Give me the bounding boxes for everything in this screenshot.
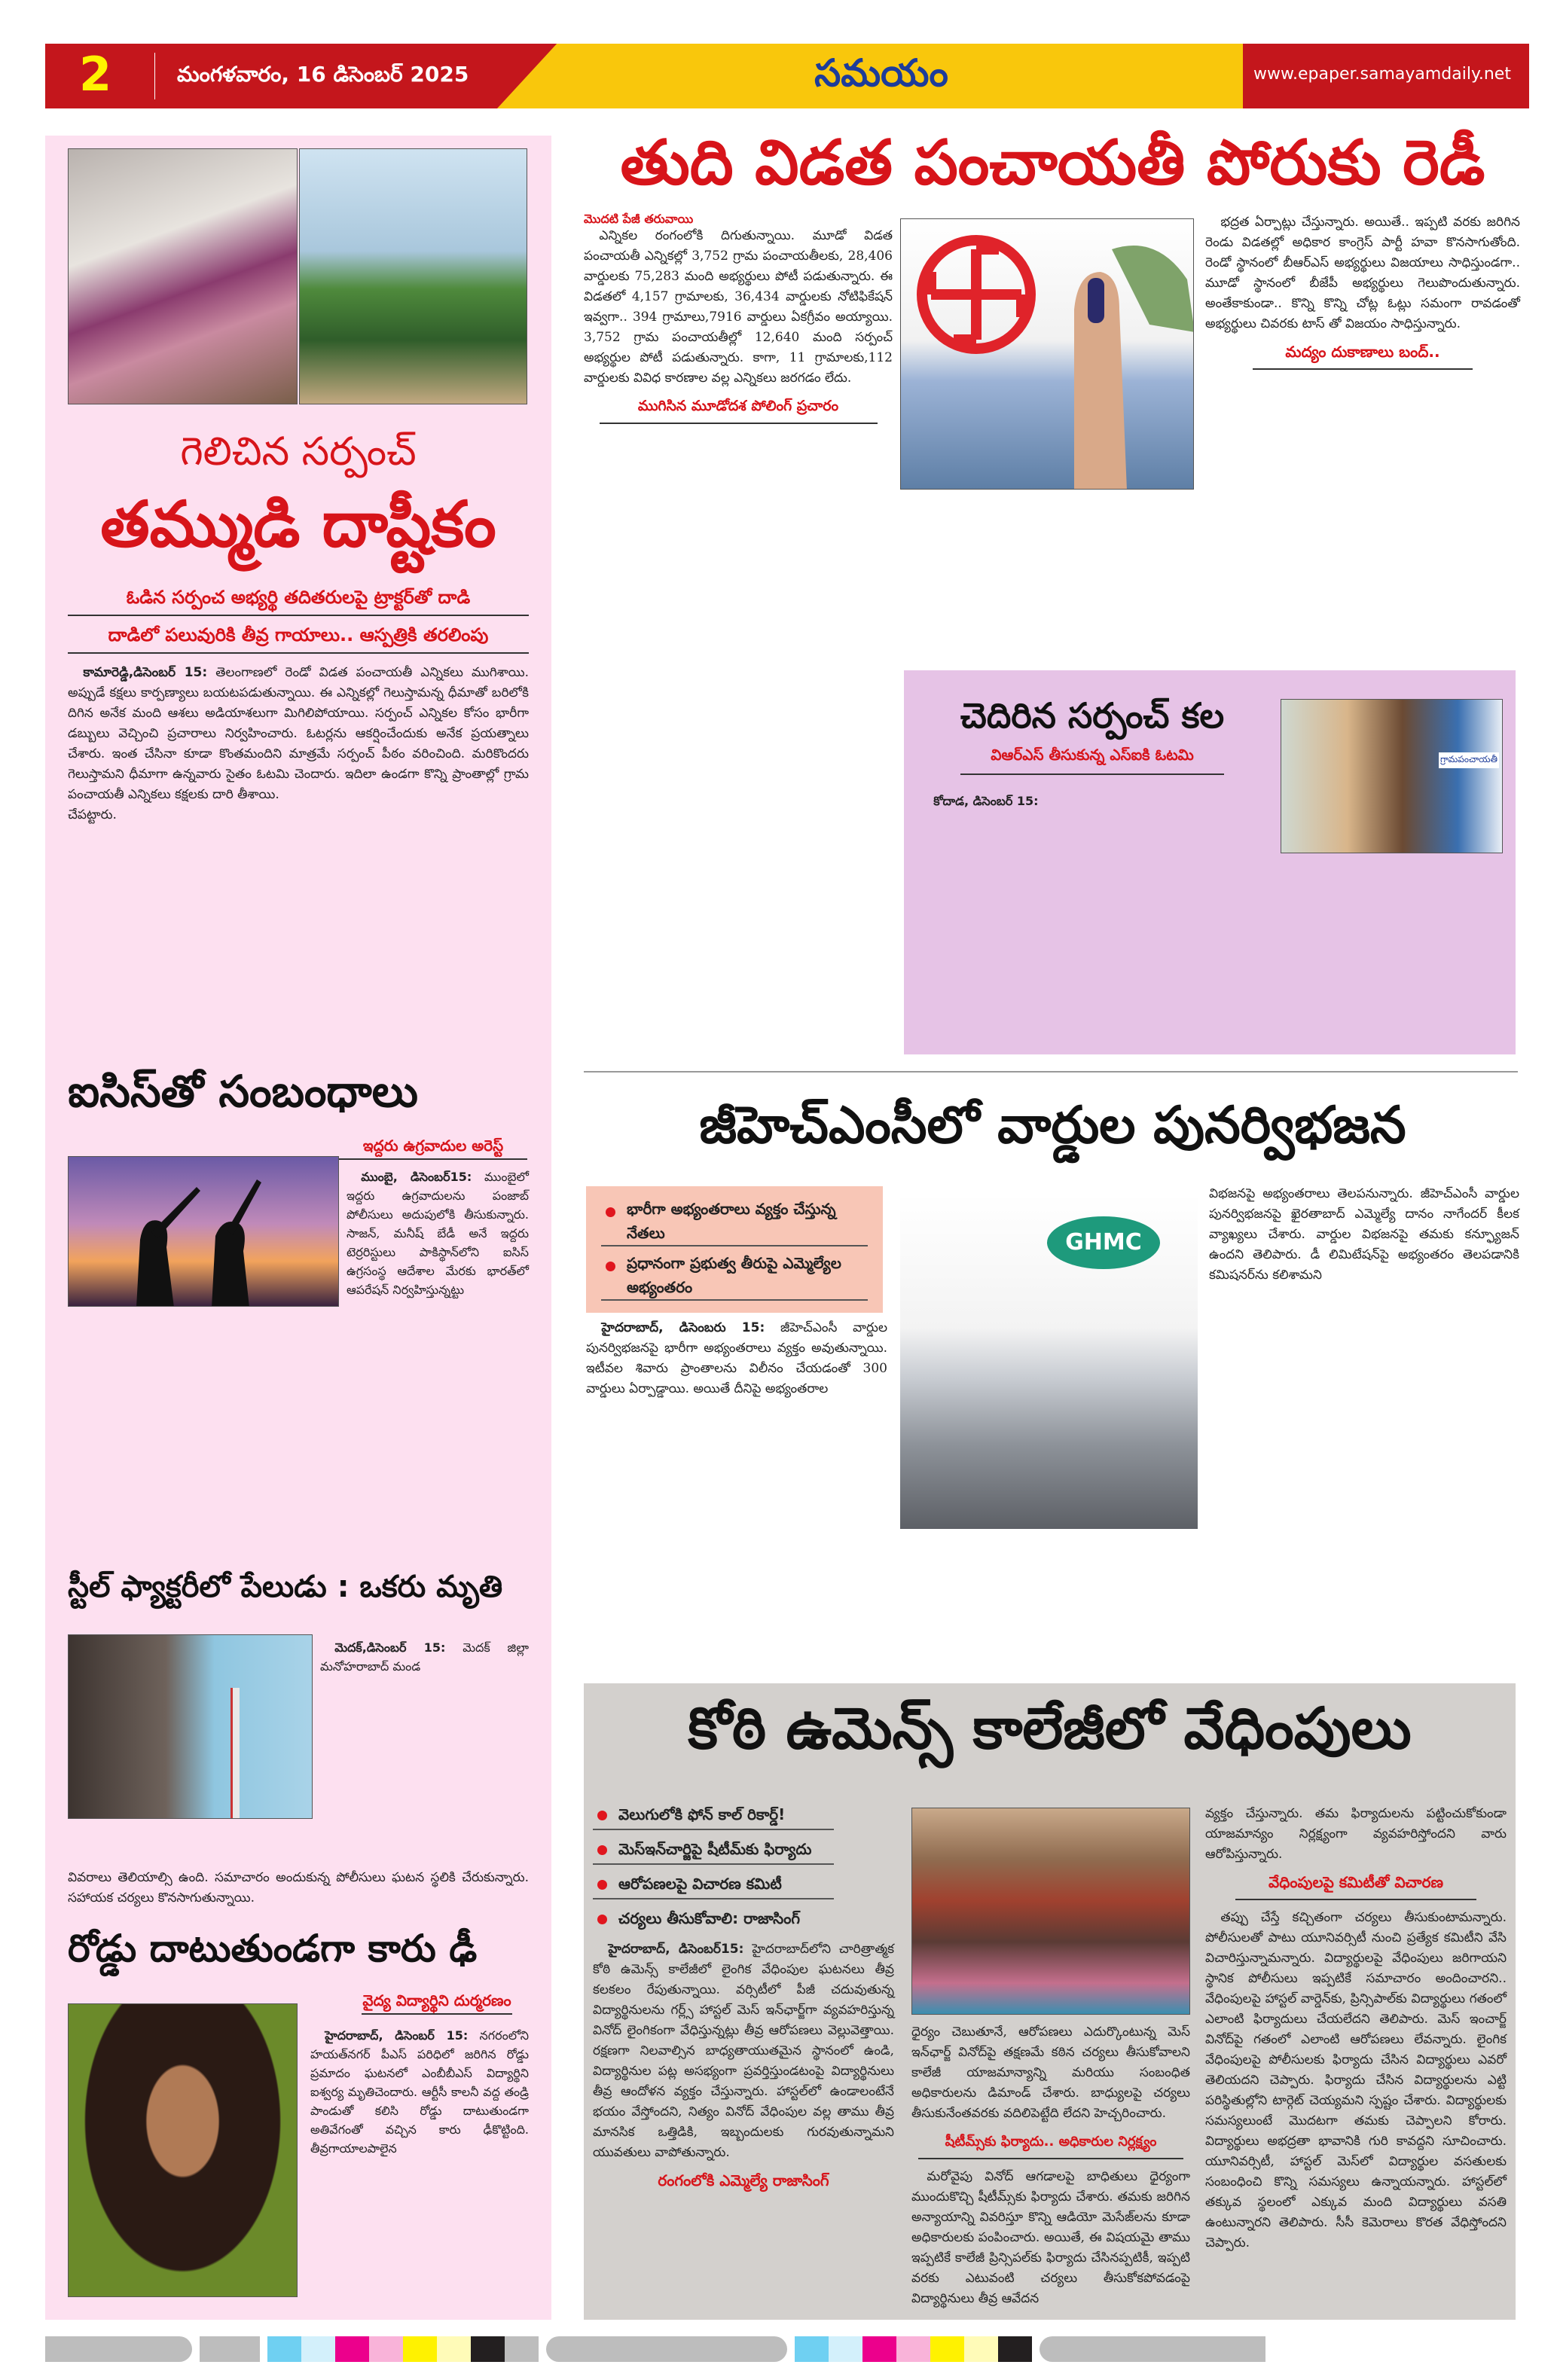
students-protest-photo — [911, 1808, 1190, 2015]
story-end: చేపట్టారు. — [68, 807, 117, 822]
college-subhead-rajasingh: రంగంలోకి ఎమ్మెల్యే రాజాసింగ్ — [658, 2171, 829, 2189]
ghmc-building-photo — [900, 1194, 1198, 1529]
isis-body: ముంబై, డిసెంబర్15: ముంబైలో ఇద్దరు ఉగ్రవాదులను పంజాబ్ పోలీసులు అదుపులోకి తీసుకున్నారు. సాజన్, మనీష్ బేడీ అనే ఇద్దరు టెర్రరిస్టులు పాకిస్థాన్‌లోని ఐసిస్ ఉగ్రసంస్థ ఆదేశాల మేరకు భారత్‌లో ఆపరేషన్ నిర్వహిస్తున్నట్టు — [347, 1170, 529, 1297]
college-subhead-sheteams: షీటీమ్స్‌కు ఫిర్యాదు.. అధికారుల నిర్లక్ష్యం — [918, 2131, 1183, 2159]
dateline: కామారెడ్డి,డిసెంబర్ 15: — [83, 665, 208, 680]
college-bullet: వెలుగులోకి ఫోన్ కాల్ రికార్డ్! — [593, 1800, 834, 1830]
college-col-2: ధైర్యం చెబుతూనే, ఆరోపణలు ఎదుర్కొంటున్న మెస్ ఇన్‌ఛార్జ్ వినోద్‌పై తక్షణమే కఠిన చర్యలు తీసుకోవాలని కాలేజీ యాజమాన్యాన్ని మరియు సంబంధిత అధికారులను డిమాండ్ చేశారు. బాధ్యులపై చర్యలు తీసుకునేంతవరకు వదిలిపెట్టేది లేదని హెచ్చరించారు. షీటీమ్స్‌కు ఫిర్యాదు.. అధికారుల నిర్లక్ష్యం మరోవైపు వినోద్ ఆగడాలపై బాధితులు ధైర్యంగా ముందుకొచ్చి షీటీమ్స్‌కు ఫిర్యాదు చేశారు. తమకు జరిగిన అన్యాయాన్ని వివరిస్తూ కొన్ని ఆడియో మెసేజ్‌లను కూడా అధికారులకు పంపించారు. అయితే, ఈ విషయమై తాము ఇప్పటికే కాలేజీ ప్రిన్సిపల్‌కు ఫిర్యాదు చేసినప్పటికీ, ఇప్పటి వరకు ఎటువంటి చర్యలు తీసుకోకపోవడంపై విద్యార్థినులు తీవ్ర ఆవేదన — [911, 2025, 1190, 2306]
page-number: 2 — [79, 47, 112, 102]
section-divider — [584, 1071, 1518, 1073]
ghmc-col-3: విభజనపై అభ్యంతరాలు తెలపనున్నారు. జీహెచ్ఎంసీ వార్డుల పునర్విభజనపై ఖైరతాబాద్ ఎమ్మెల్యే దానం నాగేందర్ కీలక వ్యాఖ్యలు చేశారు. వార్డుల విభజనపై తమకు కన్ఫ్యూజన్ ఉందని తెలిపారు. డీ లిమిటేషన్‌పై అభ్యంతరం తెలపడానికి కమిషనర్‌ను కలిశామని — [1209, 1186, 1519, 1283]
car-body: హైదరాబాద్, డిసెంబర్ 15: నగరంలోని హయత్‌నగర్ పీఎస్ పరిధిలో జరిగిన రోడ్డు ప్రమాదం ఘటనలో ఎంబీబీఎస్ విద్యార్థిని ఐశ్వర్య మృతిచెందారు. ఆర్టీసీ కాలనీ వద్ద తండ్రి పాండుతో కలిసి రోడ్డు దాటుతుండగా అతివేగంతో వచ్చిన కారు ఢీకొట్టింది. తీవ్రగాయాలపాలైన — [310, 2028, 529, 2156]
college-bullet: ఆరోపణలపై విచారణ కమిటీ — [593, 1869, 834, 1899]
panchayat-sign: గ్రామపంచాయతీ — [1439, 752, 1499, 768]
election-ink-finger-photo — [900, 218, 1194, 490]
college-headline: కోఠి ఉమెన్స్ కాలేజీలో వేధింపులు — [688, 1695, 1412, 1762]
college-bullet: మెస్‌ఇన్‌చార్జిపై షీటీమ్‌కు ఫిర్యాదు — [593, 1835, 834, 1865]
victim-photo — [68, 148, 298, 404]
ghmc-bullet: ప్రధానంగా ప్రభుత్వ తీరుపై ఎమ్మెల్యేల అభ్యంతరం — [601, 1251, 868, 1301]
print-registration-bars — [45, 2336, 1522, 2362]
steel-headline: స్టీల్ ఫ్యాక్టరీలో పేలుడు : ఒకరు మృతి — [68, 1570, 503, 1604]
sarpanch-headline: చెదిరిన సర్పంచ్ కల — [960, 695, 1225, 736]
issue-date: మంగళవారం, 16 డిసెంబర్ 2025 — [177, 62, 469, 87]
car-subhead: వైద్య విద్యార్థిని దుర్మరణం — [362, 1992, 512, 2015]
main-col-1: మొదటి పేజీ తరువాయి ఎన్నికల రంగంలోకి దిగుతున్నాయి. మూడో విడత పంచాయతీ ఎన్నికల్లో 3,752 గ్రామ పంచాయతీలకు, 28,406 వార్డులకు 75,283 మంది అభ్యర్థులు పోటీ పడుతున్నారు. ఈ విడతలో 4,157 గ్రామాలకు, 36,434 వార్డులకు నోటిఫికేషన్ ఇవ్వగా.. 394 గ్రామాలు,7916 వార్డులు ఏకగ్రీవం అయ్యాయి. 3,752 గ్రామ పంచాయతీల్లో 12,640 మంది సర్పంచ్ అభ్యర్థుల పోటీ పడుతున్నారు. కాగా, 11 గ్రామాలకు,112 వార్డులకు వివిధ కారణాల వల్ల ఎన్నికలు జరగడం లేదు. ముగిసిన మూడోదశ పోలింగ్ ప్రచారం — [584, 212, 893, 432]
story-subhead-2: దాడిలో పలువురికి తీవ్ర గాయాలు.. ఆస్పత్రికి తరలింపు — [68, 625, 529, 654]
main-kicker: మొదటి పేజీ తరువాయి — [584, 212, 694, 226]
main-subhead-liquor: మద్యం దుకాణాలు బంద్.. — [1253, 342, 1473, 370]
masthead-title: సమయం — [814, 51, 948, 95]
student-portrait-photo — [68, 2003, 298, 2297]
left-column — [45, 136, 551, 2320]
story-headline: తమ్ముడి దాష్టీకం — [100, 487, 496, 561]
isis-subhead: ఇద్దరు ఉగ్రవాదుల అరెస్ట్ — [339, 1137, 527, 1160]
chimney-icon — [230, 1688, 240, 1819]
election-commission-logo-icon — [901, 219, 1194, 490]
si-portrait-photo — [1281, 699, 1503, 853]
college-story-box — [584, 1683, 1516, 2320]
ghmc-highlights-box — [586, 1186, 883, 1313]
steel-body: మెదక్,డిసెంబర్ 15: మెదక్ జిల్లా మనోహరాబాద్ మండ — [320, 1640, 529, 1674]
story-body: కామారెడ్డి,డిసెంబర్ 15: తెలంగాణలో రెండో విడత పంచాయతీ ఎన్నికలు ముగిశాయి. అప్పుడే కక్షలు కార్పణ్యాలు బయటపడుతున్నాయి. ఈ ఎన్నికల్లో గెలుస్తామన్న ధీమాతో బరిలోకి దిగిన అనేక మంది ఆశలు అడియాశలుగా మిగిలిపోయాయి. సర్పంచ్ ఎన్నికల కోసం భారీగా డబ్బులు వెచ్చించి ప్రచారాలు నిర్వహించారు. ఓటర్లను ఆకర్షించేందుకు అనేక ప్రయత్నాలు చేశారు. ఇంత చేసినా కూడా కొంతమందిని మాత్రమే సర్పంచ్ పీఠం వరించింది. మరికొందరు గెలుస్తామని ధీమాగా ఉన్నవారు సైతం ఓటమి చెందారు. ఇదిలా ఉండగా కొన్ని ప్రాంతాల్లో గ్రామ పంచాయతీ ఎన్నికలు కక్షలకు దారి తీశాయి. చేపట్టారు. — [68, 663, 529, 825]
steel-factory-smoke-photo — [68, 1634, 313, 1819]
main-subhead-campaign: ముగిసిన మూడోదశ పోలింగ్ ప్రచారం — [600, 396, 878, 424]
header-divider — [154, 53, 155, 99]
ghmc-headline: జీహెచ్ఎంసీలో వార్డుల పునర్విభజన — [699, 1096, 1406, 1155]
ghmc-col-1: హైదరాబాద్, డిసెంబరు 15: జీహెచ్ఎంసీ వార్డుల పునర్విభజనపై భారీగా అభ్యంతరాలు వ్యక్తం అవుతున్నాయి. ఇటీవల శివారు ప్రాంతాలను విలీనం చేయడంతో 300 వార్డులు ఏర్పాడ్డాయి. అయితే దీనిపై అభ్యంతరాల — [586, 1320, 887, 1396]
gunmen-silhouette-icon — [69, 1157, 339, 1307]
college-subhead-committee: వేధింపులపై కమిటీతో విచారణ — [1235, 1872, 1476, 1900]
terrorists-silhouette-photo — [68, 1156, 339, 1307]
isis-headline: ఐసిస్‌తో సంబంధాలు — [68, 1066, 418, 1117]
college-bullets — [593, 1800, 834, 1937]
ghmc-logo: GHMC — [1047, 1216, 1160, 1269]
car-accident-headline: రోడ్డు దాటుతుండగా కారు ఢీ — [68, 1927, 478, 1970]
college-col-1: హైదరాబాద్, డిసెంబర్15: హైదరాబాద్‌లోని చారిత్రాత్మక కోఠి ఉమెన్స్ కాలేజీలో లైంగిక వేధింపుల ఘటనలు తీవ్ర కలకలం రేపుతున్నాయి. వర్సిటీలో పీజీ చదువుతున్న విద్యార్థినులను గర్ల్స్ హాస్టల్ మెస్ ఇన్‌ఛార్జ్‌గా వ్యవహరిస్తున్న వినోద్ లైంగికంగా వేధిస్తున్నట్లు తీవ్ర ఆరోపణలు వెల్లువెత్తాయి. రక్షణగా నిలవాల్సిన బాధ్యతాయుతమైన స్థానంలో ఉండి, విద్యార్థినుల పట్ల అసభ్యంగా ప్రవర్తిస్తుండటంపై విద్యార్థినులు తీవ్ర ఆందోళన వ్యక్తం చేస్తున్నారు. హాస్టల్‌లో ఉండాలంటేనే భయం వేస్తోందని, నిత్యం వినోద్ వేధింపుల వల్ల తాము తీవ్ర మానసిక ఒత్తిడికి, ఇబ్బందులకు గురవుతున్నామని యువతులు వాపోతున్నారు. రంగంలోకి ఎమ్మెల్యే రాజాసింగ్ — [593, 1939, 894, 2205]
steel-body-end: వివరాలు తెలియాల్సి ఉంది. సమాచారం అందుకున్న పోలీసులు ఘటన స్థలికి చేరుకున్నారు. సహాయక చర్యలు కొనసాగుతున్నాయి. — [68, 1870, 529, 1906]
main-headline: తుది విడత పంచాయతీ పోరుకు రెడీ — [620, 127, 1485, 199]
college-bullet: చర్యలు తీసుకోవాలి: రాజాసింగ్ — [593, 1904, 834, 1933]
college-col-3: వ్యక్తం చేస్తున్నారు. తమ ఫిర్యాదులను పట్టించుకోకుండా యాజమాన్యం నిర్లక్ష్యంగా వ్యవహరిస్తోందని వారు ఆరోపిస్తున్నారు. వేధింపులపై కమిటీతో విచారణ తప్పు చేస్తే కచ్చితంగా చర్యలు తీసుకుంటామన్నారు. పోలీసులతో పాటు యూనివర్సిటీ నుంచి ప్రత్యేక కమిటీని వేసి విచారిస్తున్నామన్నారు. విద్యార్థులపై వేధింపులు జరిగాయని స్థానిక పోలీసులు ఇప్పటికే సమాచారం అందించారని.. వేధింపులపై హాస్టల్ వార్డెన్‌కు, ప్రిన్సిపాల్‌కు విద్యార్థులు గతంలో ఎలాంటి ఫిర్యాదులు చేయలేదని తెలిపారు. మెస్ ఇంచార్జ్ వినోద్‌పై గతంలో ఎలాంటి ఆరోపణలు లేవన్నారు. లైంగిక వేధింపులపై పోలీసులకు ఫిర్యాదు చేసిన విద్యార్థులు ఎవరో తెలియదని చెప్పారు. ఫిర్యాదు చేసిన విద్యార్థులను ఎట్టి పరిస్థితుల్లోని టార్గెట్ చెయ్యమని స్పష్టం చేశారు. విద్యార్థులకు సమస్యలుంటే మొదటగా తమకు చెప్పాలని కోరారు. విద్యార్థులు అభద్రతా భావానికి గురి కావద్దని సూచించారు. యూనివర్సిటీ, హాస్టల్ మెస్‌లో విద్యార్థుల వసతులకు సంబంధించి కొన్ని సమస్యలు ఉన్నాయన్నారు. హాస్టల్‌లో తక్కువ స్థలంలో ఎక్కువ మంది విద్యార్థులు వసతి ఉంటున్నారని తెలిపారు. సీసీ కెమెరాలు కొరత వేధిస్తోందని చెప్పారు. — [1205, 1806, 1507, 2250]
sarpanch-subhead: విఆర్ఎస్ తీసుకున్న ఎస్ఐకి ఓటమి — [960, 746, 1224, 775]
main-col-3: భద్రత ఏర్పాట్లు చేస్తున్నారు. అయితే.. ఇప్పటి వరకు జరిగిన రెండు విడతల్లో అధికార కాంగ్రెస్ పార్టీ హవా కొనసాగుతోంది. రెండో స్థానంలో బీఆర్ఎస్ అభ్యర్థులు విజయాలు సాధిస్తుండగా.. మూడో స్థానంలో బీజేపీ అభ్యర్థులు గెలుపొందుతున్నారు. అంతేకాకుండా.. కొన్ని కొన్ని చోట్ల ఓట్లు సమంగా రావడంతో అభ్యర్థులు చివరకు టాస్ తో విజయం సాధిస్తున్నారు. మద్యం దుకాణాలు బంద్.. — [1205, 212, 1520, 377]
sarpanch-body: కోదాడ, డిసెంబర్ 15: — [933, 794, 1039, 808]
sarpanch-box — [904, 670, 1516, 1054]
epaper-url[interactable]: www.epaper.samayamdaily.net — [1253, 65, 1511, 84]
story-kicker: గెలిచిన సర్పంచ్ — [180, 429, 417, 474]
ghmc-bullet: భారీగా అభ్యంతరాలు వ్యక్తం చేస్తున్న నేతలు — [601, 1197, 868, 1246]
tractor-photo — [299, 148, 527, 404]
story-subhead: ఓడిన సర్పంచ అభ్యర్థి తదితరులపై ట్రాక్టర్‌తో దాడి — [68, 587, 529, 616]
